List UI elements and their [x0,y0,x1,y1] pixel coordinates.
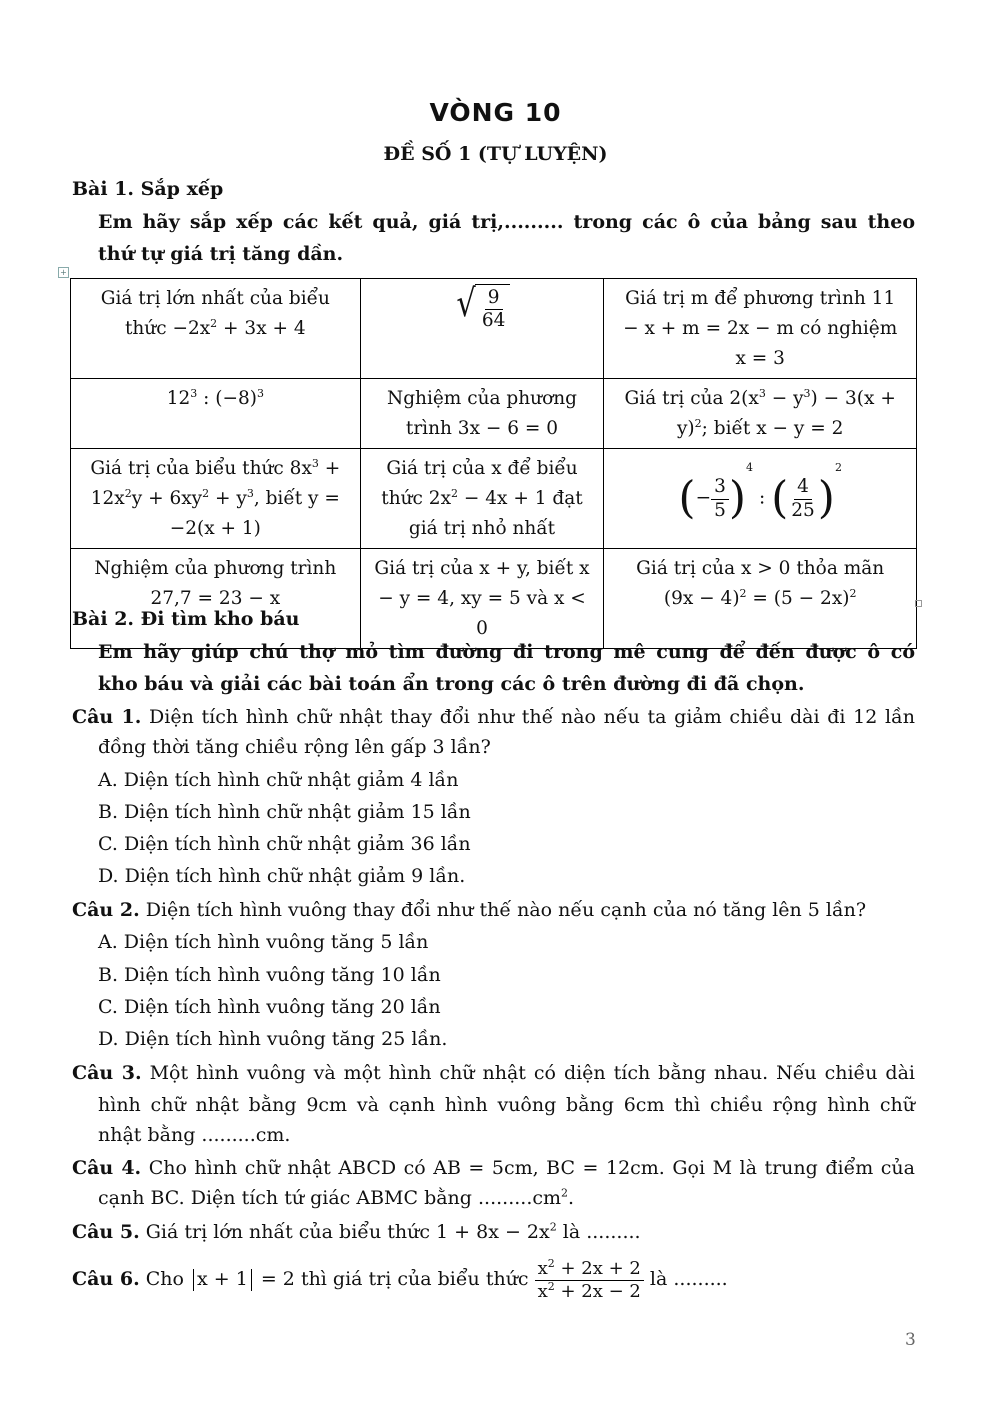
question-text: Cho [139,1268,190,1290]
fraction-denominator: 25 [791,499,815,521]
question-2-option-d[interactable]: D. Diện tích hình vuông tăng 25 lần. [98,1028,448,1050]
exponent: 2 [849,586,857,600]
table-cell [71,279,361,379]
cell-text: thức −2x [124,318,211,339]
cell-text: = (5 − 2x) [746,588,850,609]
cell-text: Giá trị của x > 0 thỏa mãn [636,558,885,579]
page-title: VÒNG 10 [429,98,562,127]
question-2-option-b[interactable]: B. Diện tích hình vuông tăng 10 lần [98,964,441,986]
fraction [535,1258,644,1302]
bai2-instruction-line1: Em hãy giúp chú thợ mỏ tìm đường đi trong mê cung để đến được ô có [98,641,915,663]
cell-text: Nghiệm của phương trình [94,558,337,579]
table-cell [71,379,361,449]
cell-text: 12 [166,388,191,409]
cell-text: trình 3x − 6 = 0 [405,418,559,439]
question-label: Câu 6. [72,1268,140,1290]
question-text: Diện tích hình vuông thay đổi như thế nào nếu cạnh của nó tăng lên 5 lần? [139,899,867,921]
fraction-numerator: x [537,1257,548,1279]
fraction-numerator: 4 [794,476,812,499]
question-text: là ......... [649,1268,728,1290]
question-3-line3: nhật bằng .........cm. [98,1124,291,1146]
table-cell [360,549,604,649]
question-label: Câu 5. [72,1221,140,1243]
cell-text: 27,7 = 23 − x [150,588,281,609]
cell-text: − y = 4, xy = 5 và x < 0 [378,588,586,639]
exponent: 2 [202,486,210,500]
square-root: √ $\frac{9}{64}$ [454,284,511,332]
cell-text: Giá trị của x để biểu [386,458,578,479]
question-text: Cho hình chữ nhật ABCD có AB = 5cm, BC = 12cm. Gọi M là trung điểm của [141,1157,916,1179]
question-2-option-c[interactable]: C. Diện tích hình vuông tăng 20 lần [98,996,441,1018]
cell-text: −2(x + 1) [169,518,261,539]
table-cell [71,549,361,649]
table-row [71,379,917,449]
question-1-line2: đồng thời tăng chiều rộng lên gấp 3 lần? [98,736,491,758]
cell-text: − x + m = 2x − m có nghiệm [623,318,898,339]
question-3-line1 [72,1061,915,1085]
table-row [71,549,917,649]
question-1-option-a[interactable]: A. Diện tích hình chữ nhật giảm 4 lần [98,769,459,791]
question-6-line1 [72,1254,728,1304]
fraction-denominator: + 2x − 2 [554,1280,641,1302]
question-1-line1 [72,705,915,729]
cell-text: 12x [90,488,125,509]
question-5-line1 [72,1220,641,1244]
exponent: 2 [124,486,132,500]
cell-text: Giá trị lớn nhất của biểu [100,288,330,309]
table-cell [604,549,917,649]
exponent: 3 [758,386,766,400]
bai2-heading: Bài 2. Đi tìm kho báu [72,608,300,630]
exponent: 3 [803,386,811,400]
exponent: 2 [834,461,842,475]
table-cell [360,279,604,379]
question-label: Câu 3. [72,1062,142,1084]
cell-text: x = 3 [735,348,785,369]
cell-text: thức 2x [381,488,452,509]
fraction-denominator: 64 [481,310,506,332]
exponent: 2 [547,1256,555,1270]
exponent: 3 [311,456,319,470]
question-text: . [568,1187,575,1209]
cell-text: giá trị nhỏ nhất [408,518,556,539]
table-row [71,449,917,549]
exponent: 4 [746,461,754,475]
question-1-option-c[interactable]: C. Diện tích hình chữ nhật giảm 36 lần [98,833,471,855]
fraction-numerator: 3 [711,476,729,499]
fraction-numerator: + 2x + 2 [554,1257,641,1279]
sorting-table [70,278,917,649]
question-2-line1 [72,898,866,922]
absolute-value-expression: x + 1 [197,1268,248,1290]
page-number: 3 [905,1330,916,1350]
question-text: cạnh BC. Diện tích tứ giác ABMC bằng .........cm [98,1187,562,1209]
exponent: 2 [210,316,218,330]
table-row [71,279,917,379]
question-text: Giá trị lớn nhất của biểu thức 1 + 8x − 2x [139,1221,550,1243]
cell-text: + 3x + 4 [217,318,306,339]
cell-text: y + 6xy [131,488,203,509]
exponent: 3 [246,486,254,500]
cell-text: y) [676,418,695,439]
question-text: là ......... [556,1221,641,1243]
exponent: 3 [256,386,264,400]
table-cell [604,279,917,379]
table-resize-handle-icon[interactable] [915,600,922,607]
cell-text: + [318,458,341,479]
table-cell [360,449,604,549]
question-4-line1 [72,1156,915,1180]
exponent: 2 [547,1279,555,1293]
exponent: 2 [451,486,459,500]
cell-text: − y [765,388,804,409]
question-label: Câu 2. [72,899,140,921]
table-cell: (− $\frac{3}{5}$ )$^4$ : ( $\frac{4}{25}$ )$^2$ [604,449,917,549]
question-1-option-b[interactable]: B. Diện tích hình chữ nhật giảm 15 lần [98,801,471,823]
question-label: Câu 4. [72,1157,142,1179]
exponent: 2 [549,1220,557,1234]
question-3-line2: hình chữ nhật bằng 9cm và cạnh hình vuông bằng 6cm thì chiều rộng hình chữ [98,1094,915,1116]
question-1-option-d[interactable]: D. Diện tích hình chữ nhật giảm 9 lần. [98,865,466,887]
question-text: Diện tích hình chữ nhật thay đổi như thế nào nếu ta giảm chiều dài đi 12 lần [141,706,915,728]
table-cell [360,379,604,449]
cell-text: Nghiệm của phương [387,388,577,409]
exponent: 3 [190,386,198,400]
question-text: = 2 thì giá trị của biểu thức [254,1268,535,1290]
cell-text: − 4x + 1 đạt [458,488,583,509]
question-2-option-a[interactable]: A. Diện tích hình vuông tăng 5 lần [98,931,429,953]
exponent: 2 [694,416,702,430]
bai1-instruction-line1: Em hãy sắp xếp các kết quả, giá trị,......... trong các ô của bảng sau theo [98,211,915,233]
exponent: 2 [739,586,747,600]
table-cell [71,449,361,549]
cell-text: Giá trị của 2(x [624,388,759,409]
cell-text: + y [209,488,247,509]
cell-text: Giá trị m để phương trình 11 [625,288,896,309]
table-cell [604,379,917,449]
cell-text: ) − 3(x + [810,388,896,409]
fraction-numerator: 9 [485,287,503,310]
cell-text: Giá trị của biểu thức 8x [90,458,312,479]
cell-text: Giá trị của x + y, biết x [374,558,590,579]
question-text: Một hình vuông và một hình chữ nhật có diện tích bằng nhau. Nếu chiều dài [141,1062,915,1084]
question-label: Câu 1. [72,706,142,728]
fraction-denominator: 5 [714,499,726,521]
cell-text: (9x − 4) [663,588,740,609]
cell-text: : (−8) [197,388,257,409]
bai2-instruction-line2: kho báu và giải các bài toán ẩn trong các ô trên đường đi đã chọn. [98,673,805,695]
bai1-instruction-line2: thứ tự giá trị tăng dần. [98,243,344,265]
fraction-denominator: x [537,1280,548,1302]
exponent: 2 [561,1186,569,1200]
cell-text: ; biết x − y = 2 [701,418,844,439]
question-4-line2 [98,1186,574,1210]
cell-text: , biết y = [253,488,340,509]
page-subtitle: ĐỀ SỐ 1 (TỰ LUYỆN) [383,143,608,165]
bai1-heading: Bài 1. Sắp xếp [72,178,224,200]
table-move-handle-icon[interactable]: + [58,267,69,278]
